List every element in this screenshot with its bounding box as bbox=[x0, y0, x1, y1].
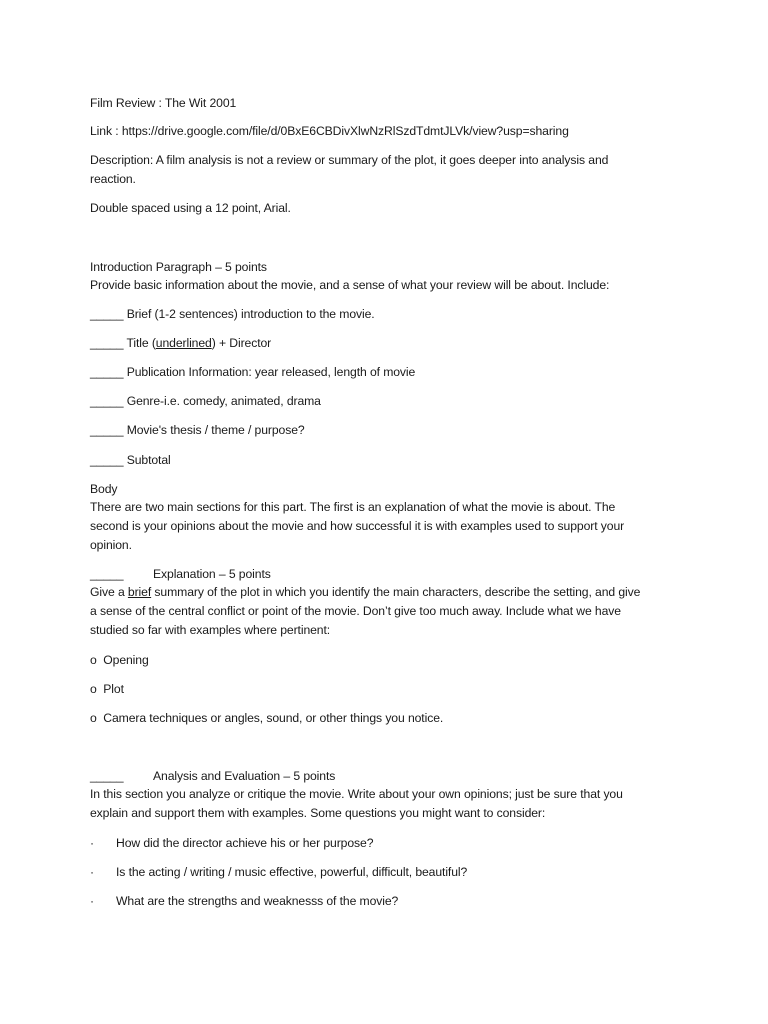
explanation-heading-row bbox=[90, 565, 123, 583]
analysis-heading: Analysis and Evaluation – 5 points bbox=[153, 769, 336, 783]
body-text-2: second is your opinions about the movie and how successful it is with examples used to support your bbox=[90, 519, 625, 533]
title-pre: Title ( bbox=[126, 336, 156, 350]
list-item-label: Camera techniques or angles, sound, or other things you notice. bbox=[103, 711, 444, 725]
list-item bbox=[90, 651, 149, 669]
explanation-text-1 bbox=[90, 583, 640, 601]
body-text-3: opinion. bbox=[90, 538, 132, 552]
score-blank: _____ bbox=[90, 423, 124, 437]
analysis-heading-row bbox=[90, 767, 123, 785]
bullet-o: o bbox=[90, 682, 97, 696]
bullet-dot: · bbox=[90, 865, 94, 879]
checklist-item-label: Genre-i.e. comedy, animated, drama bbox=[126, 394, 321, 408]
format-note: Double spaced using a 12 point, Arial. bbox=[90, 201, 291, 215]
list-item-label: Plot bbox=[103, 682, 124, 696]
checklist-item-brief bbox=[90, 305, 375, 323]
underlined-word: underlined bbox=[155, 336, 212, 350]
checklist-item-genre bbox=[90, 392, 321, 410]
checklist-item-label: Publication Information: year released, length of movie bbox=[126, 365, 416, 379]
checklist-item-publication bbox=[90, 363, 415, 381]
analysis-text-1: In this section you analyze or critique the movie. Write about your own opinions; just be sure that you bbox=[90, 787, 623, 801]
bullet-o: o bbox=[90, 711, 97, 725]
score-blank: _____ bbox=[90, 453, 124, 467]
checklist-item-label: Subtotal bbox=[126, 453, 171, 467]
bullet-o: o bbox=[90, 653, 97, 667]
bullet-dot: · bbox=[90, 836, 94, 850]
checklist-item-label bbox=[126, 336, 271, 350]
question-item bbox=[90, 863, 94, 881]
score-blank: _____ bbox=[90, 307, 124, 321]
question-item bbox=[90, 834, 94, 852]
score-blank: _____ bbox=[90, 336, 124, 350]
title-post: ) + Director bbox=[211, 336, 272, 350]
underlined-word: brief bbox=[127, 585, 152, 599]
question-item bbox=[90, 892, 94, 910]
analysis-text-2: explain and support them with examples. Some questions you might want to consider: bbox=[90, 806, 546, 820]
list-item bbox=[90, 709, 443, 727]
explanation-pre: Give a bbox=[90, 585, 128, 599]
checklist-item-label: Brief (1-2 sentences) introduction to the movie. bbox=[126, 307, 375, 321]
description-line-2: reaction. bbox=[90, 172, 136, 186]
body-text-1: There are two main sections for this part. The first is an explanation of what the movie is about. The bbox=[90, 500, 616, 514]
description-text-1: A film analysis is not a review or summary of the plot, it goes deeper into analysis and bbox=[155, 153, 609, 167]
explanation-text-2: a sense of the central conflict or point of the movie. Don’t give too much away. Include what we have bbox=[90, 604, 621, 618]
intro-text: Provide basic information about the movie, and a sense of what your review will be about. Include: bbox=[90, 278, 610, 292]
drive-link[interactable]: https://drive.google.com/file/d/0BxE6CBDivXlwNzRlSzdTdmtJLVk/view?usp=sharing bbox=[121, 124, 569, 138]
description-line-1 bbox=[90, 151, 608, 169]
bullet-dot: · bbox=[90, 894, 94, 908]
document-title: Film Review : The Wit 2001 bbox=[90, 96, 237, 110]
list-item bbox=[90, 680, 124, 698]
body-heading: Body bbox=[90, 482, 118, 496]
checklist-item-title bbox=[90, 334, 271, 352]
checklist-item-subtotal bbox=[90, 451, 171, 469]
score-blank: _____ bbox=[90, 365, 124, 379]
question-text: How did the director achieve his or her purpose? bbox=[116, 836, 374, 850]
score-blank: _____ bbox=[90, 567, 124, 581]
link-line bbox=[90, 122, 569, 140]
checklist-item-thesis bbox=[90, 421, 305, 439]
list-item-label: Opening bbox=[103, 653, 149, 667]
intro-heading: Introduction Paragraph – 5 points bbox=[90, 260, 267, 274]
link-label: Link : bbox=[90, 124, 119, 138]
explanation-text-3: studied so far with examples where pertinent: bbox=[90, 623, 331, 637]
score-blank: _____ bbox=[90, 769, 124, 783]
score-blank: _____ bbox=[90, 394, 124, 408]
explanation-post: summary of the plot in which you identify the main characters, describe the setting, and give bbox=[151, 585, 641, 599]
description-label: Description: bbox=[90, 153, 154, 167]
question-text: Is the acting / writing / music effective, powerful, difficult, beautiful? bbox=[116, 865, 468, 879]
explanation-heading: Explanation – 5 points bbox=[153, 567, 271, 581]
question-text: What are the strengths and weaknesss of the movie? bbox=[116, 894, 399, 908]
checklist-item-label: Movie's thesis / theme / purpose? bbox=[126, 423, 305, 437]
